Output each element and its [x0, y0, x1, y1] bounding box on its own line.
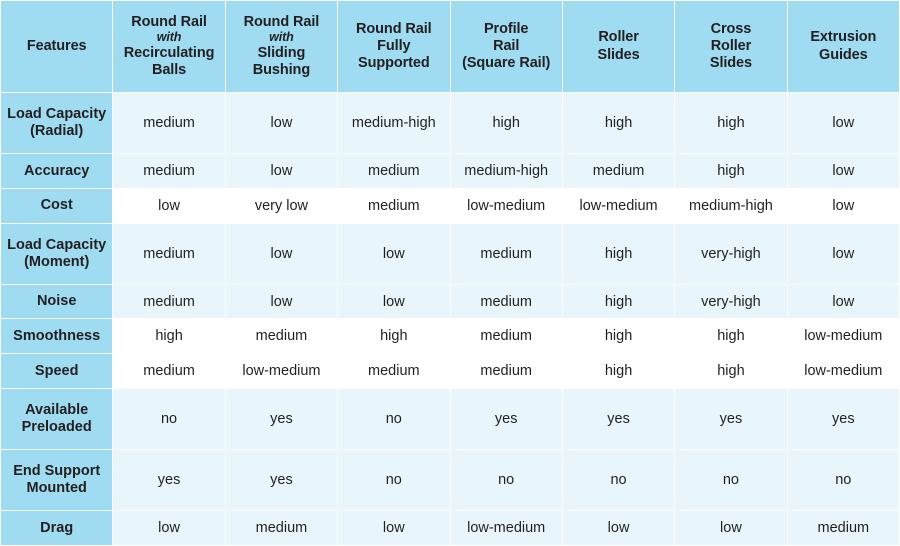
cell: medium: [338, 354, 450, 389]
column-header-cross-roller-slides: [675, 1, 787, 93]
cell: medium: [113, 354, 225, 389]
cell: high: [338, 319, 450, 354]
cell: low: [787, 154, 899, 189]
cell: low-medium: [787, 354, 899, 389]
column-header-line3: Slides: [709, 55, 752, 72]
cell: high: [562, 223, 674, 284]
table-row: [1, 154, 900, 189]
cell: no: [338, 388, 450, 449]
row-label-accuracy: [1, 154, 113, 189]
column-header-line3: (Square Rail): [462, 55, 551, 72]
cell: medium: [225, 511, 337, 546]
header-row: [1, 1, 900, 93]
cell: high: [562, 284, 674, 319]
row-label-smoothness: [1, 319, 113, 354]
column-header-line1: Roller: [598, 29, 639, 46]
cell: medium: [562, 154, 674, 189]
column-header-line2: Fully: [377, 37, 411, 54]
column-header-line3: Balls: [151, 61, 187, 78]
cell: low: [113, 188, 225, 223]
column-header-line3: Bushing: [252, 61, 311, 78]
cell: medium: [450, 354, 562, 389]
row-label-line1: Smoothness: [13, 327, 101, 344]
row-label-line2: (Radial): [30, 123, 84, 140]
cell: low: [113, 511, 225, 546]
cell: low: [338, 284, 450, 319]
corner-header-features: Features: [1, 1, 113, 93]
cell: no: [562, 449, 674, 510]
column-header-line2: Slides: [597, 46, 640, 63]
cell: high: [675, 319, 787, 354]
cell: very-high: [675, 284, 787, 319]
cell: medium: [225, 319, 337, 354]
cell: high: [562, 354, 674, 389]
column-header-profile-rail: [450, 1, 562, 93]
row-label-noise: [1, 284, 113, 319]
cell: low: [225, 284, 337, 319]
cell: high: [675, 154, 787, 189]
cell: low: [787, 188, 899, 223]
cell: medium-high: [338, 93, 450, 154]
table-body: [1, 93, 900, 546]
cell: low-medium: [562, 188, 674, 223]
cell: medium: [338, 154, 450, 189]
cell: medium: [338, 188, 450, 223]
cell: medium-high: [450, 154, 562, 189]
cell: no: [787, 449, 899, 510]
table-header: [1, 1, 900, 93]
cell: low: [562, 511, 674, 546]
table-row: [1, 511, 900, 546]
cell: yes: [450, 388, 562, 449]
cell: high: [113, 319, 225, 354]
cell: low: [225, 93, 337, 154]
row-label-line2: Preloaded: [21, 418, 92, 435]
table-row: [1, 188, 900, 223]
cell: medium-high: [675, 188, 787, 223]
cell: low: [338, 223, 450, 284]
column-header-line2: Rail: [493, 37, 520, 54]
cell: yes: [787, 388, 899, 449]
cell: yes: [675, 388, 787, 449]
cell: yes: [225, 449, 337, 510]
column-header-line2: Roller: [710, 37, 752, 54]
cell: yes: [225, 388, 337, 449]
column-header-extrusion-guides: [787, 1, 899, 93]
cell: no: [450, 449, 562, 510]
column-header-line1: Cross: [710, 20, 752, 37]
cell: very-high: [675, 223, 787, 284]
row-label-line1: Noise: [36, 293, 77, 310]
column-header-sub: with: [269, 30, 294, 45]
cell: low-medium: [450, 511, 562, 546]
table-row: [1, 354, 900, 389]
table-row: [1, 223, 900, 284]
cell: low-medium: [225, 354, 337, 389]
column-header-line1: Round Rail: [243, 13, 320, 30]
column-header-line3: Supported: [358, 55, 430, 72]
cell: low: [787, 93, 899, 154]
cell: no: [338, 449, 450, 510]
row-label-drag: [1, 511, 113, 546]
row-label-line1: Cost: [40, 197, 73, 214]
column-header-sub: with: [156, 30, 182, 45]
column-header-line1: Round Rail: [356, 20, 432, 37]
row-label-end-support-mounted: [1, 449, 113, 510]
cell: medium: [787, 511, 899, 546]
table-row: [1, 284, 900, 319]
row-label-line2: Mounted: [26, 480, 87, 497]
cell: low-medium: [450, 188, 562, 223]
cell: low: [787, 284, 899, 319]
column-header-line1: Extrusion: [810, 29, 877, 46]
column-header-round-rail-recirculating-balls: [113, 1, 225, 93]
cell: medium: [450, 223, 562, 284]
cell: medium: [450, 319, 562, 354]
cell: high: [675, 354, 787, 389]
column-header-line1: Profile: [483, 20, 529, 37]
cell: yes: [562, 388, 674, 449]
cell: medium: [113, 93, 225, 154]
column-header-line2: Sliding: [257, 44, 306, 61]
table-row: [1, 93, 900, 154]
cell: low: [675, 511, 787, 546]
cell: low: [225, 154, 337, 189]
table-row: [1, 388, 900, 449]
cell: no: [675, 449, 787, 510]
row-label-speed: [1, 354, 113, 389]
column-header-round-rail-sliding-bushing: [225, 1, 337, 93]
row-label-line1: End Support: [13, 463, 101, 480]
row-label-load-capacity-moment: [1, 223, 113, 284]
cell: yes: [113, 449, 225, 510]
row-label-line1: Load Capacity: [7, 106, 107, 123]
column-header-line1: Round Rail: [131, 13, 207, 30]
column-header-round-rail-fully-supported: [338, 1, 450, 93]
cell: low: [338, 511, 450, 546]
cell: low: [225, 223, 337, 284]
cell: no: [113, 388, 225, 449]
cell: medium: [113, 154, 225, 189]
cell: high: [562, 319, 674, 354]
cell: high: [450, 93, 562, 154]
row-label-line2: (Moment): [24, 253, 90, 270]
cell: medium: [113, 284, 225, 319]
row-label-line1: Accuracy: [24, 162, 90, 179]
row-label-line1: Speed: [34, 362, 79, 379]
row-label-cost: [1, 188, 113, 223]
cell: medium: [450, 284, 562, 319]
row-label-load-capacity-radial: [1, 93, 113, 154]
row-label-line1: Load Capacity: [7, 237, 107, 253]
table-row: [1, 449, 900, 510]
row-label-available-preloaded: [1, 388, 113, 449]
cell: very low: [225, 188, 337, 223]
column-header-line2: Recirculating: [123, 44, 215, 61]
cell: high: [675, 93, 787, 154]
column-header-line2: Guides: [819, 46, 868, 63]
column-header-roller-slides: [562, 1, 674, 93]
cell: medium: [113, 223, 225, 284]
row-label-line1: Drag: [40, 519, 74, 536]
cell: low-medium: [787, 319, 899, 354]
cell: low: [787, 223, 899, 284]
table-row: [1, 319, 900, 354]
cell: high: [562, 93, 674, 154]
row-label-line1: Available: [25, 402, 89, 419]
